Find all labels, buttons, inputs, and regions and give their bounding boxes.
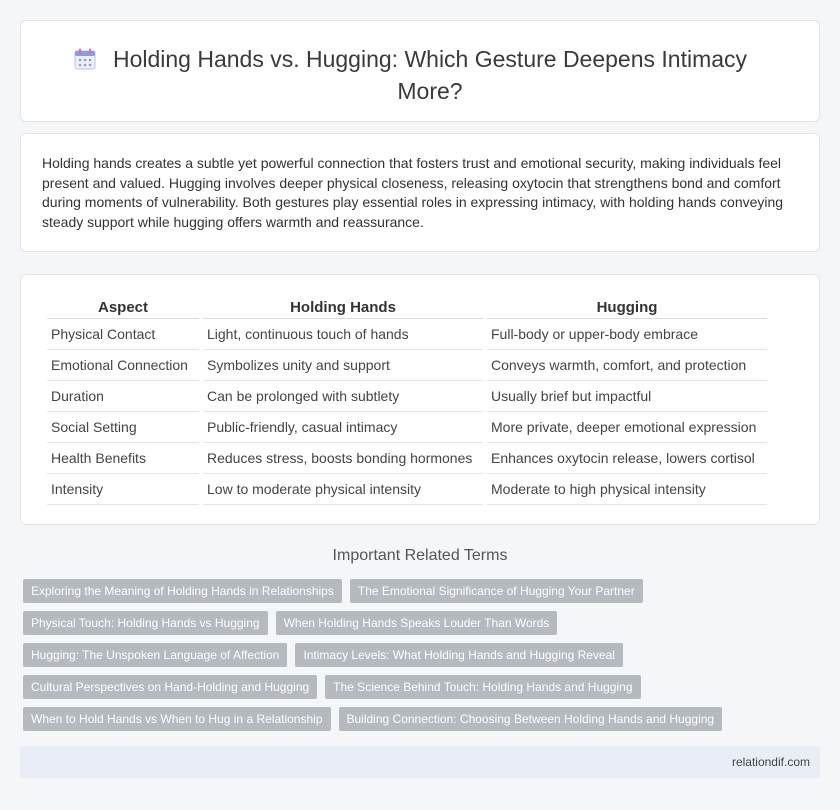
intro-card [20,133,820,252]
intro-paragraph: Holding hands creates a subtle yet powerful connection that fosters trust and emotional security, making individuals feel present and valued. Hugging involves deeper physical closeness, releasing oxytocin that strengthens bond and comfort during moments of vulnerability. Both gestures play essential roles in expressing intimacy, with holding hands conveying steady support while hugging offers warmth and reassurance. [42,155,784,230]
cell-aspect: Health Benefits [47,443,199,474]
column-header-holding-hands: Holding Hands [203,297,483,319]
cell-holding-hands: Symbolizes unity and support [203,350,483,381]
related-term-link[interactable]: Intimacy Levels: What Holding Hands and Hugging Reveal [295,643,623,667]
cell-aspect: Emotional Connection [47,350,199,381]
tag-row [23,707,813,731]
related-term-link[interactable]: Cultural Perspectives on Hand-Holding and Hugging [23,675,317,699]
tag-row [23,611,813,635]
column-header-aspect: Aspect [47,297,199,319]
cell-hugging: Usually brief but impactful [487,381,767,412]
cell-hugging: Conveys warmth, comfort, and protection [487,350,767,381]
cell-holding-hands: Reduces stress, boosts bonding hormones [203,443,483,474]
table-row [47,412,767,443]
table-row [47,443,767,474]
related-term-link[interactable]: The Emotional Significance of Hugging Your Partner [350,579,643,603]
cell-aspect: Intensity [47,474,199,505]
related-term-link[interactable]: Physical Touch: Holding Hands vs Hugging [23,611,268,635]
table-row [47,381,767,412]
related-term-link[interactable]: Hugging: The Unspoken Language of Affection [23,643,287,667]
cell-holding-hands: Light, continuous touch of hands [203,319,483,350]
cell-aspect: Physical Contact [47,319,199,350]
footer [20,746,820,778]
cell-hugging: More private, deeper emotional expression [487,412,767,443]
related-term-link[interactable]: The Science Behind Touch: Holding Hands and Hugging [325,675,640,699]
cell-holding-hands: Low to moderate physical intensity [203,474,483,505]
cell-holding-hands: Can be prolonged with subtlety [203,381,483,412]
cell-holding-hands: Public-friendly, casual intimacy [203,412,483,443]
table-row [47,474,767,505]
comparison-table-card [20,274,820,525]
page-title: Holding Hands vs. Hugging: Which Gesture Deepens Intimacy More? [112,46,748,104]
related-terms-list [23,579,813,739]
table-row [47,350,767,381]
column-header-hugging: Hugging [487,297,767,319]
table-row [47,319,767,350]
footer-site-name[interactable]: relationdif.com [731,755,810,769]
cell-hugging: Full-body or upper-body embrace [487,319,767,350]
table-header-row [47,297,767,319]
related-term-link[interactable]: Exploring the Meaning of Holding Hands in Relationships [23,579,342,603]
cell-hugging: Enhances oxytocin release, lowers cortisol [487,443,767,474]
tag-row [23,579,813,603]
cell-aspect: Social Setting [47,412,199,443]
cell-hugging: Moderate to high physical intensity [487,474,767,505]
related-term-link[interactable]: When Holding Hands Speaks Louder Than Words [276,611,558,635]
related-terms-title: Important Related Terms [332,547,508,564]
related-term-link[interactable]: When to Hold Hands vs When to Hug in a Relationship [23,707,331,731]
cell-aspect: Duration [47,381,199,412]
related-term-link[interactable]: Building Connection: Choosing Between Holding Hands and Hugging [339,707,723,731]
comparison-table [43,297,771,505]
tag-row [23,643,813,667]
header-card [20,20,820,122]
tag-row [23,675,813,699]
